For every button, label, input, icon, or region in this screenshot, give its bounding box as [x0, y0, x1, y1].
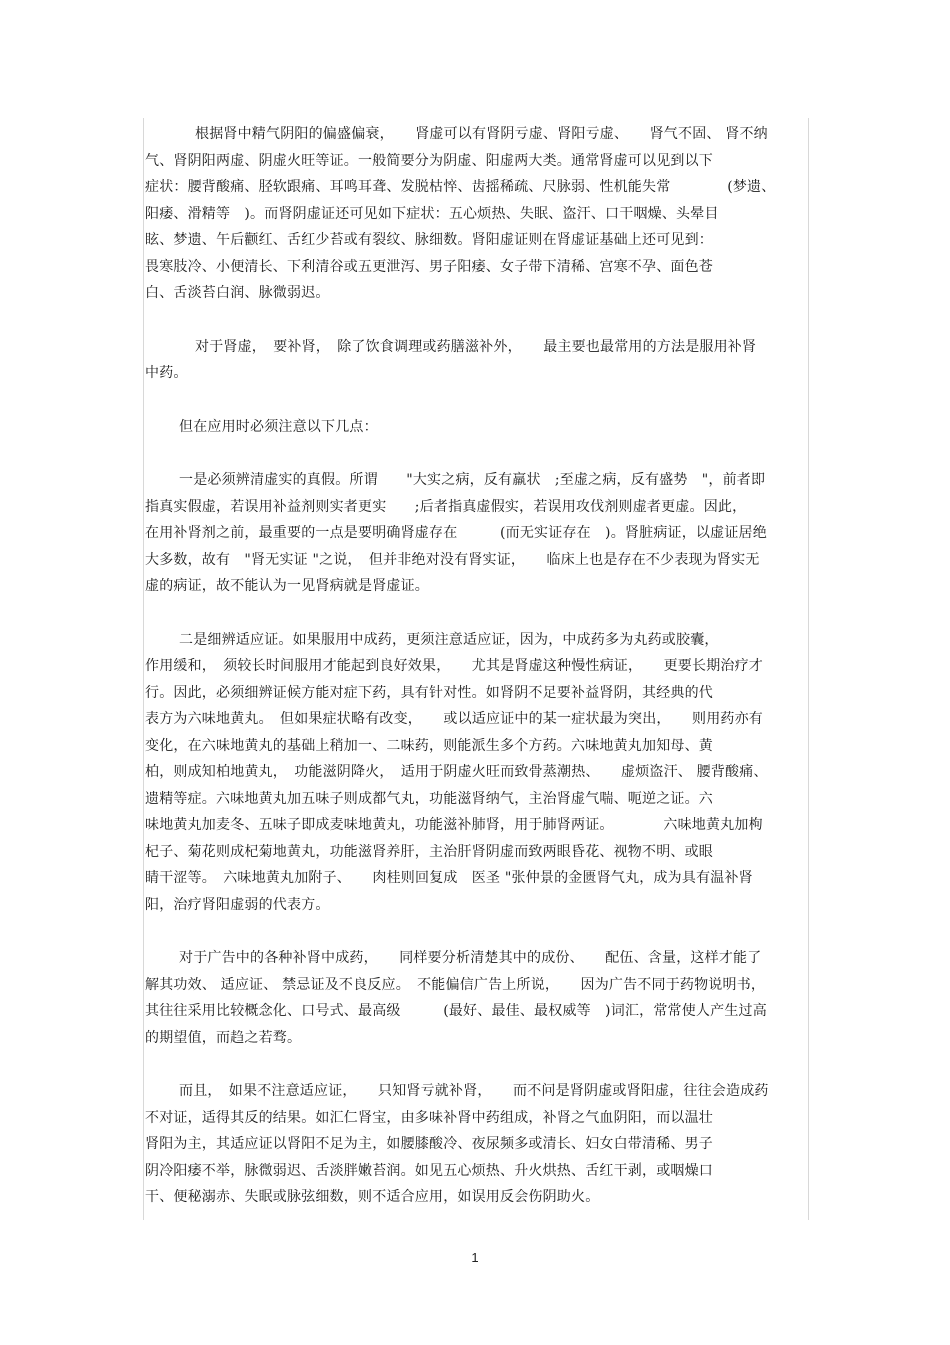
- text-line: 对于广告中的各种补肾中成药， 同样要分析清楚其中的成份、 配伍、含量，这样才能了: [179, 950, 762, 966]
- paragraph-point-one: [145, 467, 805, 600]
- text-line: 味地黄丸加麦冬、五味子即成麦味地黄丸，功能滋补肺肾，用于肺肾两证。 六味地黄丸加枸: [145, 817, 763, 833]
- text-line: 白、舌淡苔白润、脉微弱迟。: [145, 285, 330, 301]
- text-line: 干、便秘溺赤、失眠或脉弦细数，则不适合应用，如误用反会伤阴助火。: [145, 1189, 600, 1205]
- text-line: 大多数，故有 "肾无实证 "之说， 但并非绝对没有肾实证， 临床上也是存在不少表现为肾实无: [145, 551, 760, 568]
- text-line: 眩、梦遗、午后颧红、舌红少苔或有裂纹、脉细数。肾阳虚证则在肾虚证基础上还可见到：: [145, 232, 713, 248]
- text-line: 解其功效、 适应证、 禁忌证及不良反应。 不能偏信广告上所说， 因为广告不同于药物说明书，: [145, 976, 766, 993]
- text-line: 其往往采用比较概念化、口号式、最高级 (最好、最佳、最权威等 )词汇，常常使人产生过高: [145, 1003, 767, 1019]
- text-line: 气、肾阴阳两虚、阴虚火旺等证。一般简要分为阴虚、阳虚两大类。通常肾虚可以见到以下: [145, 152, 713, 169]
- text-line: 症状：腰背酸痛、胫软跟痛、耳鸣耳聋、发脱枯悴、齿摇稀疏、尺脉弱、性机能失常 (梦遗、: [145, 179, 776, 195]
- text-line: 变化，在六味地黄丸的基础上稍加一、二味药，则能派生多个方药。六味地黄丸加知母、黄: [145, 737, 713, 754]
- text-line: 遗精等症。六味地黄丸加五味子则成都气丸，功能滋肾纳气，主治肾虚气喘、呃逆之证。六: [145, 790, 713, 807]
- text-line: 作用缓和， 须较长时间服用才能起到良好效果， 尤其是肾虚这种慢性病证， 更要长期治疗才: [145, 658, 763, 674]
- text-line: 畏寒肢冷、小便清长、下利清谷或五更泄泻、男子阳痿、女子带下清稀、宫寒不孕、面色苍: [145, 258, 713, 275]
- text-line: 根据肾中精气阴阳的偏盛偏衰， 肾虚可以有肾阴亏虚、肾阳亏虚、 肾气不固、 肾不纳: [195, 126, 768, 142]
- text-line: 的期望值，而趋之若骛。: [145, 1029, 302, 1046]
- text-line: 一是必须辨清虚实的真假。所谓 "大实之病，反有羸状 ;至虚之病，反有盛势 "，前者即: [179, 472, 766, 488]
- text-line: 睛干涩等。 六味地黄丸加附子、 肉桂则回复成 医圣 "张仲景的金匮肾气丸，成为具有温补肾: [145, 870, 753, 886]
- document-body: [145, 121, 805, 1211]
- text-line: 阴冷阳痿不举，脉微弱迟、舌淡胖嫩苔润。如见五心烦热、升火烘热、舌红干剥，或咽燥口: [145, 1162, 713, 1179]
- text-line: 柏，则成知柏地黄丸， 功能滋阴降火， 适用于阴虚火旺而致骨蒸潮热、 虚烦盗汗、 腰背酸痛、: [145, 764, 768, 780]
- text-line: 阳痿、滑精等 )。而肾阴虚证还可见如下症状：五心烦热、失眠、盗汗、口干咽燥、头晕目: [145, 205, 719, 222]
- paragraph-misuse-warning: [145, 1078, 805, 1211]
- text-line: 而且， 如果不注意适应证， 只知肾亏就补肾， 而不问是肾阴虚或肾阳虚，往往会造成药: [179, 1083, 769, 1099]
- text-line: 不对证，适得其反的结果。如汇仁肾宝，由多味补肾中药组成，补肾之气血阴阳，而以温壮: [145, 1109, 713, 1126]
- text-line: 在用补肾剂之前，最重要的一点是要明确肾虚存在 (而无实证存在 )。肾脏病证，以虚证居绝: [145, 525, 767, 541]
- text-line: 指真实假虚，若误用补益剂则实者更实 ;后者指真虚假实，若误用攻伐剂则虚者更虚。因此，: [145, 498, 747, 515]
- text-line: 行。因此，必须细辨证候方能对症下药，具有针对性。如肾阴不足要补益肾阴，其经典的代: [145, 684, 713, 701]
- text-line: 虚的病证，故不能认为一见肾病就是肾虚证。: [145, 578, 429, 594]
- paragraph-point-two: [145, 627, 805, 919]
- text-line: 肾阳为主，其适应证以肾阳不足为主，如腰膝酸冷、夜尿频多或清长、妇女白带清稀、男子: [145, 1136, 713, 1152]
- text-line: 表方为六味地黄丸。 但如果症状略有改变， 或以适应证中的某一症状最为突出， 则用药亦有: [145, 711, 763, 727]
- paragraph-kidney-tonic-medicine: [145, 334, 805, 387]
- page-number: 1: [471, 1250, 479, 1265]
- paragraph-notes-intro: [145, 414, 805, 441]
- text-line: 二是细辨适应证。如果服用中成药，更须注意适应证，因为，中成药多为丸药或胶囊，: [179, 631, 719, 648]
- text-line: 杞子、菊花则成杞菊地黄丸，功能滋肾养肝，主治肝肾阴虚而致两眼昏花、视物不明、或眼: [145, 843, 713, 860]
- text-line: 对于肾虚， 要补肾， 除了饮食调理或药膳滋补外， 最主要也最常用的方法是服用补肾: [195, 338, 757, 355]
- paragraph-kidney-deficiency-types: [145, 121, 805, 307]
- text-line: 但在应用时必须注意以下几点：: [179, 418, 378, 435]
- text-line: 阳，治疗肾阳虚弱的代表方。: [145, 896, 330, 913]
- paragraph-advertising: [145, 945, 805, 1051]
- text-line: 中药。: [145, 365, 188, 381]
